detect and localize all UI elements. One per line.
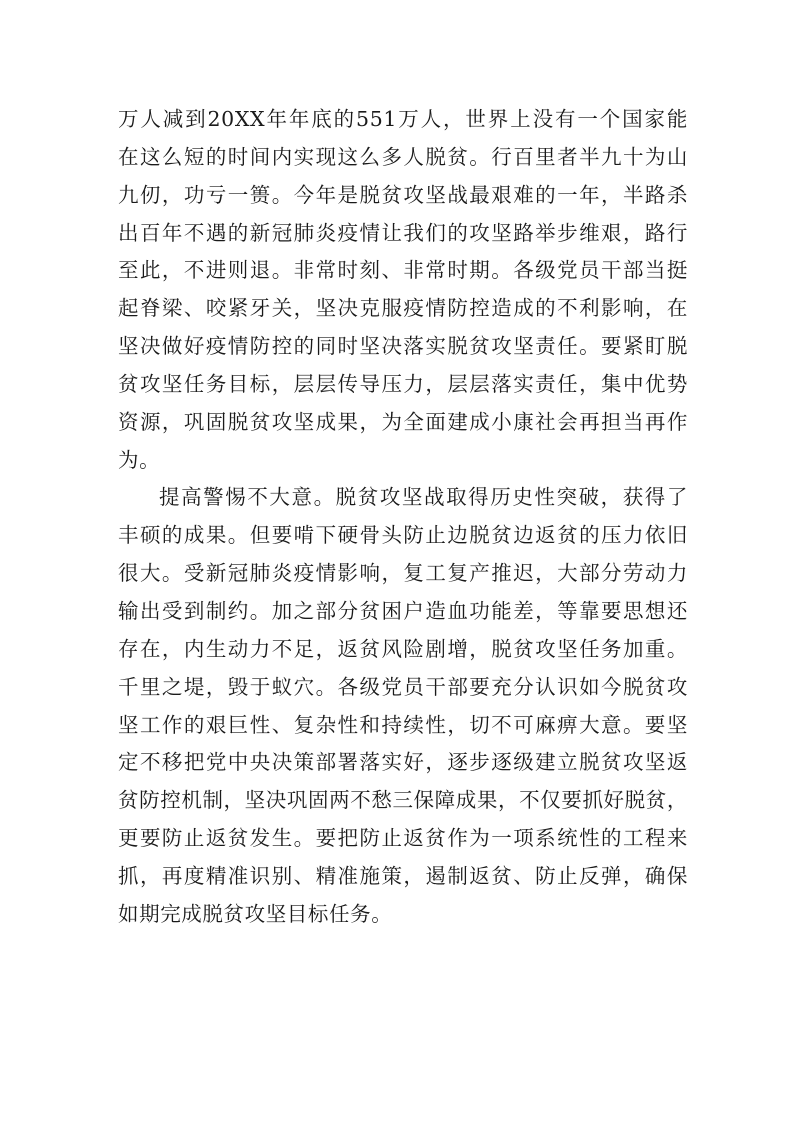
- paragraph-line: 在这么短的时间内实现这么多人脱贫。行百里者半九十为山: [118, 144, 688, 169]
- paragraph-line: 贫攻坚任务目标，层层传导压力，层层落实责任，集中优势: [118, 371, 688, 396]
- paragraph-line: 更要防止返贫发生。要把防止返贫作为一项系统性的工程来: [118, 826, 688, 851]
- document-body: [118, 101, 688, 934]
- paragraph-line: 资源，巩固脱贫攻坚成果，为全面建成小康社会再担当再作: [118, 409, 688, 434]
- paragraph-line: 提高警惕不大意。脱贫攻坚战取得历史性突破，获得了: [159, 485, 688, 510]
- paragraph-line: 贫防控机制，坚决巩固两不愁三保障成果，不仅要抓好脱贫，: [118, 788, 688, 813]
- paragraph-line: 定不移把党中央决策部署落实好，逐步逐级建立脱贫攻坚返: [118, 750, 688, 775]
- paragraph-line: 起脊梁、咬紧牙关，坚决克服疫情防控造成的不利影响，在: [118, 296, 688, 321]
- paragraph-line: 丰硕的成果。但要啃下硬骨头防止边脱贫边返贫的压力依旧: [118, 523, 688, 548]
- paragraph-line: 为。: [118, 447, 161, 472]
- paragraph-line: 如期完成脱贫攻坚目标任务。: [118, 901, 393, 926]
- paragraph-line: 坚工作的艰巨性、复杂性和持续性，切不可麻痹大意。要坚: [118, 712, 688, 737]
- paragraph-line: 至此，不进则退。非常时刻、非常时期。各级党员干部当挺: [118, 258, 688, 283]
- paragraph-line: 存在，内生动力不足，返贫风险剧增，脱贫攻坚任务加重。: [118, 636, 688, 661]
- paragraph-line: 千里之堤，毁于蚁穴。各级党员干部要充分认识如今脱贫攻: [118, 674, 688, 699]
- paragraph-line: 抓，再度精准识别、精准施策，遏制返贫、防止反弹，确保: [118, 863, 688, 888]
- paragraph-line: 九仞，功亏一篑。今年是脱贫攻坚战最艰难的一年，半路杀: [118, 182, 688, 207]
- paragraph-line: 输出受到制约。加之部分贫困户造血功能差，等靠要思想还: [118, 598, 688, 623]
- paragraph-line: 很大。受新冠肺炎疫情影响，复工复产推迟，大部分劳动力: [118, 561, 688, 586]
- paragraph-2: [118, 479, 688, 933]
- paragraph-line: 出百年不遇的新冠肺炎疫情让我们的攻坚路举步维艰，路行: [118, 220, 688, 245]
- paragraph-1: [118, 101, 688, 479]
- paragraph-line: 坚决做好疫情防控的同时坚决落实脱贫攻坚责任。要紧盯脱: [118, 334, 688, 359]
- paragraph-line: 万人减到20XX年年底的551万人，世界上没有一个国家能: [118, 107, 688, 131]
